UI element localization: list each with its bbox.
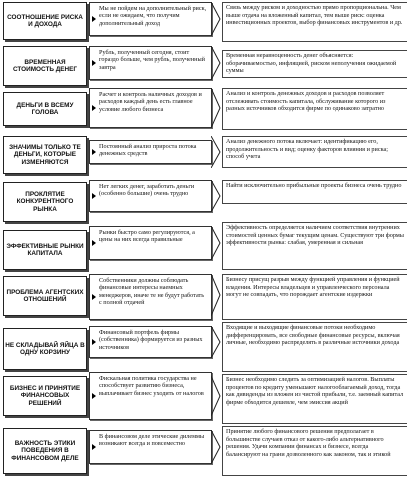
principle-explanation: Временная неравноценность денег объясняется: оборачиваемостью, инфляцией, риском неполучения ожидаемой суммы [222, 50, 407, 78]
chevron-icon [211, 326, 221, 358]
arrow-icon [92, 16, 96, 22]
principle-title: СООТНОШЕНИЕ РИСКА И ДОХОДА [3, 2, 87, 40]
principle-explanation: Бизнесу присущ разрыв между функцией управления и функцией владения. Интересы владельцев и управленческого персонала могут не совпадать, что порождает агентские издержки [222, 274, 407, 320]
principle-statement: Мы не пойдем на дополнительный риск, если не ожидаем, что получим дополнительный доход [89, 2, 212, 36]
chevron-icon [211, 46, 221, 80]
chevron-icon [211, 376, 221, 416]
principle-explanation: Бизнес необходимо следить за оптимизацией налогов. Выплаты процентов по кредиту уменьшают налогооблагаемый доход, тогда как дивиденды из вложен из чистой прибыли, т.е. заемный капитал фирме обходится дешевле, чем эмиссия акций [222, 374, 407, 424]
chevron-icon [211, 180, 221, 212]
arrow-icon [92, 339, 96, 345]
principle-explanation: Входящие и выходящие финансовые потоки необходимо дифференцировать, все свободные финансовые ресурсы, включая личные, необходимо распределять в различные источники дохода [222, 322, 407, 372]
principle-title: БИЗНЕС И ПРИНЯТИЕ ФИНАНСОВЫХ РЕШЕНИЙ [3, 376, 87, 416]
principle-statement: Рынки быстро само регулируются, а цены на них всегда правильные [89, 226, 212, 260]
arrow-icon [92, 240, 96, 246]
chevron-icon [211, 274, 221, 316]
principle-explanation: Эффективность определяется наличием соответствия внутренних стоимостей ценных бумаг текущим ценам. Существуют три формы эффективности рынка: слабая, умеренная и сильная [222, 222, 407, 270]
chevron-icon [211, 88, 221, 128]
principle-title: ВАЖНОСТЬ ЭТИКИ ПОВЕДЕНИЯ В ФИНАНСОВОМ ДЕЛЕ [3, 428, 87, 474]
principle-title: ПРОБЛЕМА АГЕНТСКИХ ОТНОШЕНИЙ [3, 276, 87, 316]
principle-explanation: Связь между риском и доходностью прямо пропорциональна. Чем выше отдача на вложенный капитал, тем выше риск: оценка инвестиционных проектов, выбор финансовых инструментов и др. [222, 2, 407, 42]
principle-statement: Постоянный анализ прироста потока денежных средств [89, 140, 212, 164]
principle-statement: В финансовом деле этические дилеммы возникают всегда и повсеместно [89, 430, 212, 464]
principle-explanation: Анализ денежного потока включает: идентификацию его, продолжительность и вид; оценку факторов влияния и риска; способ учета [222, 136, 407, 168]
principle-title: ПРОКЛЯТИЕ КОНКУРЕНТНОГО РЫНКА [3, 182, 87, 222]
arrow-icon [92, 393, 96, 399]
arrow-icon [92, 149, 96, 155]
arrow-icon [92, 444, 96, 450]
principle-statement: Рубль, полученный сегодня, стоит гораздо больше, чем рубль, полученный завтра [89, 46, 212, 80]
principle-title: ЗНАЧИМЫ ТОЛЬКО ТЕ ДЕНЬГИ, КОТОРЫЕ ИЗМЕНЯЮТСЯ [3, 136, 87, 174]
principle-title: ДЕНЬГИ В ВСЕМУ ГОЛОВА [3, 92, 87, 126]
arrow-icon [92, 60, 96, 66]
principle-statement: Расчет и контроль наличных доходов и расходов каждый день есть главное условие любого бизнеса [89, 88, 212, 128]
principle-title: ВРЕМЕННАЯ СТОИМОСТЬ ДЕНЕГ [3, 46, 87, 86]
arrow-icon [92, 193, 96, 199]
principle-explanation: Принятие любого финансового решения предполагает в большинстве случаев отказ от какого-либо альтернативного решения. Удачи компании финансах и бизнесе, всегда балансируют на грани дозволенного как законом, так и этикой [222, 426, 407, 476]
principle-statement: Финансовый портфель фирмы (собственника) формируется из разных источников [89, 326, 212, 358]
arrow-icon [92, 294, 96, 300]
principle-statement: Нет легких денег, заработать деньги (особенно большие) очень трудно [89, 180, 212, 212]
principle-title: НЕ СКЛАДЫВАЙ ЯЙЦА В ОДНУ КОРЗИНУ [3, 328, 87, 370]
chevron-icon [211, 430, 221, 464]
principle-statement: Собственники должны соблюдать финансовые интересы наемных менеджеров, иначе те не будут работать с полной отдачей [89, 274, 212, 320]
principle-explanation: Анализ и контроль денежных доходов и расходов позволяет отслеживать стоимость капитала, обслуживание которого из разных источников обходится фирме по одинаково затратно [222, 88, 407, 130]
chevron-icon [211, 136, 221, 168]
principle-title: ЭФФЕКТИВНЫЕ РЫНКИ КАПИТАЛА [3, 230, 87, 270]
chevron-icon [211, 226, 221, 260]
principle-statement: Фискальная политика государства не способствует развитию бизнеса, выплачивает бизнес уходить от налогов [89, 372, 212, 420]
arrow-icon [92, 105, 96, 111]
chevron-icon [211, 2, 221, 36]
principle-explanation: Найти исключительно прибыльные проекты бизнеса очень трудно [222, 180, 407, 204]
